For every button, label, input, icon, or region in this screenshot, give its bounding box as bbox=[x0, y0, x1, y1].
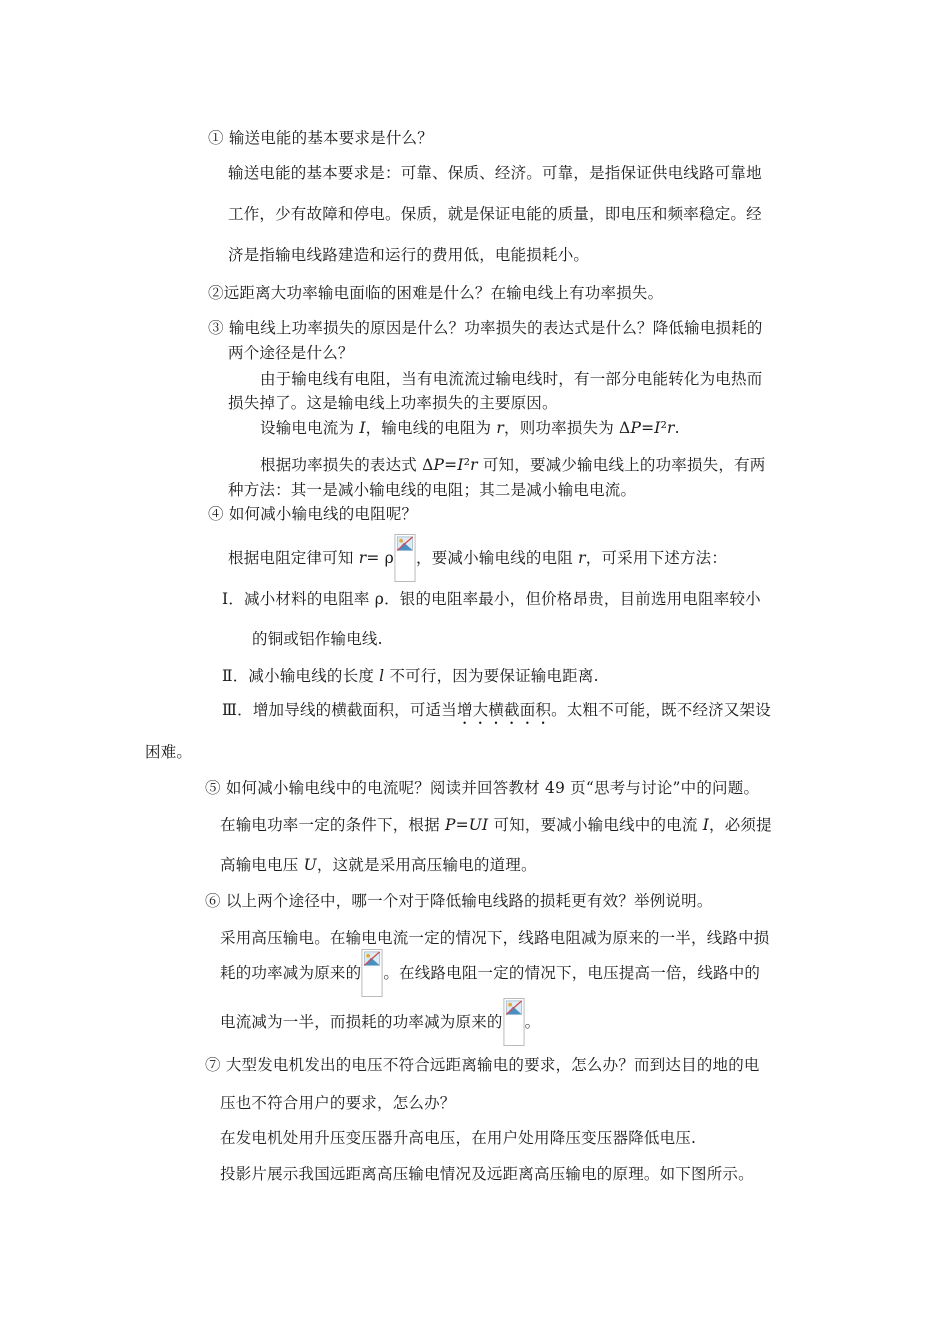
answer-3-line-1: 由于输电线有电阻，当有电流流过输电线时，有一部分电能转化为电热而 bbox=[260, 370, 763, 388]
question-1: ① 输送电能的基本要求是什么？ bbox=[208, 129, 433, 147]
emphasized-text: 增大横截面积 bbox=[456, 701, 552, 719]
broken-image-icon bbox=[361, 949, 383, 997]
question-6: ⑥ 以上两个途径中，哪一个对于降低输电线路的损耗更有效？举例说明。 bbox=[205, 892, 713, 910]
method-1-line-2: 的铜或铝作输电线. bbox=[252, 630, 383, 648]
answer-7: 在发电机处用升压变压器升高电压，在用户处用降压变压器降低电压. bbox=[220, 1129, 697, 1147]
resistance-law-line: 根据电阻定律可知 r= ρ ，要减小输电线的电阻 r，可采用下述方法： bbox=[228, 534, 727, 582]
answer-3-line-2: 损失掉了。这是输电线上功率损失的主要原因。 bbox=[228, 394, 558, 412]
answer-1-line-1: 输送电能的基本要求是：可靠、保质、经济。可靠，是指保证供电线路可靠地 bbox=[228, 164, 762, 182]
method-2: Ⅱ．减小输电线的长度 l 不可行，因为要保证输电距离. bbox=[222, 667, 599, 685]
broken-image-icon bbox=[394, 534, 416, 582]
answer-3b-line-1: 根据功率损失的表达式 ΔP=I²r 可知，要减少输电线上的功率损失，有两 bbox=[260, 456, 766, 474]
power-loss-formula-line: 设输电电流为 I，输电线的电阻为 r，则功率损失为 ΔP=I²r. bbox=[260, 419, 680, 437]
answer-6-line-3: 电流减为一半，而损耗的功率减为原来的 。 bbox=[220, 998, 540, 1046]
answer-5-line-1: 在输电功率一定的条件下，根据 P=UI 可知，要减小输电线中的电流 I，必须提 bbox=[220, 816, 772, 834]
question-3-line-1: ③ 输电线上功率损失的原因是什么？功率损失的表达式是什么？降低输电损耗的 bbox=[208, 319, 763, 337]
method-3-line-2: 困难。 bbox=[145, 743, 193, 761]
projection-note: 投影片展示我国远距离高压输电情况及远距离高压输电的原理。如下图所示。 bbox=[220, 1165, 754, 1183]
question-2: ②远距离大功率输电面临的困难是什么？在输电线上有功率损失。 bbox=[208, 284, 664, 302]
question-5: ⑤ 如何减小输电线中的电流呢？阅读并回答教材 49 页“思考与讨论”中的问题。 bbox=[205, 779, 760, 797]
answer-5-line-2: 高输电电压 U，这就是采用高压输电的道理。 bbox=[220, 856, 537, 874]
method-3-line-1: Ⅲ．增加导线的横截面积，可适当增大横截面积。太粗不可能，既不经济又架设 bbox=[222, 701, 771, 719]
question-7-line-1: ⑦ 大型发电机发出的电压不符合远距离输电的要求，怎么办？而到达目的地的电 bbox=[205, 1056, 760, 1074]
question-4: ④ 如何减小输电线的电阻呢？ bbox=[208, 505, 418, 523]
answer-6-line-2: 耗的功率减为原来的 。在线路电阻一定的情况下，电压提高一倍，线路中的 bbox=[220, 949, 760, 997]
answer-6-line-1: 采用高压输电。在输电电流一定的情况下，线路电阻减为原来的一半，线路中损 bbox=[220, 929, 770, 947]
answer-1-line-2: 工作，少有故障和停电。保质，就是保证电能的质量，即电压和频率稳定。经 bbox=[228, 205, 762, 223]
answer-3b-line-2: 种方法：其一是减小输电线的电阻；其二是减小输电电流。 bbox=[228, 481, 637, 499]
answer-1-line-3: 济是指输电线路建造和运行的费用低，电能损耗小。 bbox=[228, 246, 590, 264]
method-1-line-1: Ⅰ．减小材料的电阻率 ρ．银的电阻率最小，但价格昂贵，目前选用电阻率较小 bbox=[222, 590, 761, 608]
broken-image-icon bbox=[503, 998, 525, 1046]
question-3-line-2: 两个途径是什么？ bbox=[228, 344, 354, 362]
question-7-line-2: 压也不符合用户的要求，怎么办？ bbox=[220, 1094, 456, 1112]
